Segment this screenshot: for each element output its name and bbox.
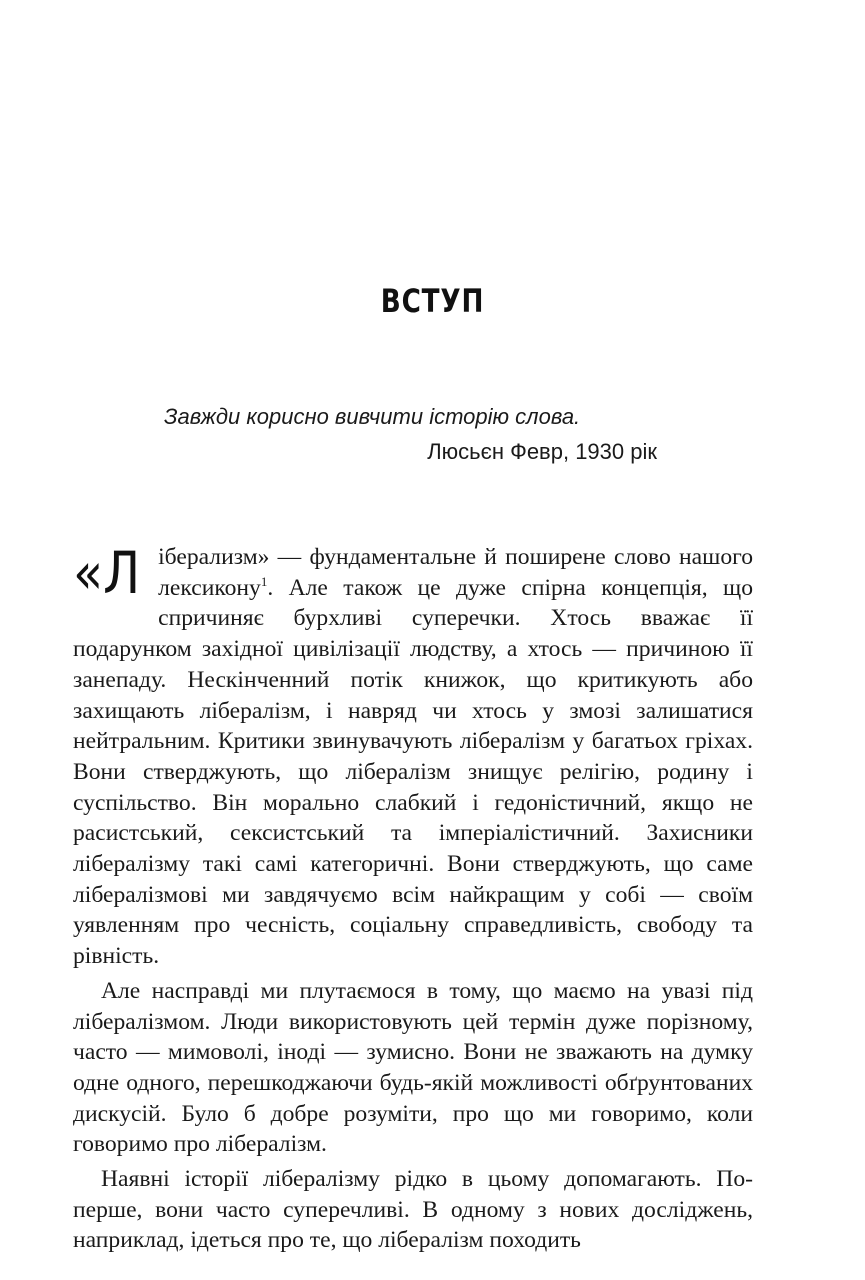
body-text (73, 539, 753, 1256)
footnote-marker: 1 (260, 573, 268, 589)
epigraph-author: Люсьєн Февр, 1930 рік (427, 439, 657, 464)
paragraph-1 (73, 539, 753, 972)
paragraph-1-part-a: іберализм» — фундаментальне й поширене слово нашого лексикону (158, 544, 753, 601)
paragraph-1-part-b: . Але також це дуже спірна концепція, що спричиняє бурхливі суперечки. Хтось вважає її подарунком західної цивілізації людству, а хтось — причиною її занепаду. Нескінченний потік книжок, що критикують або захищають лібералізм, і навряд чи хтось у змозі залишатися нейтральним. Критики звинувачують лібералізм у багатьох гріхах. Вони стверджують, що лібералізм знищує релігію, родину і суспільство. Він морально слабкий і гедоністичний, якщо не расистський, сексистський та імперіалістичний. Захисники лібералізму такі самі категоричні. Вони стверджують, що саме лібералізмові ми завдячуємо всім найкращим у собі — своїм уявленням про чесність, соціальну справедливість, свободу та рівність. (73, 574, 753, 970)
chapter-title: ВСТУП (380, 282, 485, 320)
epigraph-quote: Завжди корисно вивчити історію слова. (164, 404, 581, 429)
paragraph-3: Наявні історії лібералізму рідко в цьому допомагають. По-перше, вони часто суперечливі. В одному з нових досліджень, наприклад, ідеться про те, що лібералізм походить (73, 1166, 753, 1254)
drop-cap: «Л (73, 539, 141, 607)
paragraph-2: Але насправді ми плутаємося в тому, що маємо на увазі під лібералізмом. Люди використовують цей термін дуже порізному, часто — мимоволі, іноді — зумисно. Вони не зважають на думку одне одного, перешкоджаючи будь-якій можливості обґрунтованих дискусій. Було б добре розуміти, про що ми говоримо, коли говоримо про лібералізм. (73, 977, 753, 1158)
